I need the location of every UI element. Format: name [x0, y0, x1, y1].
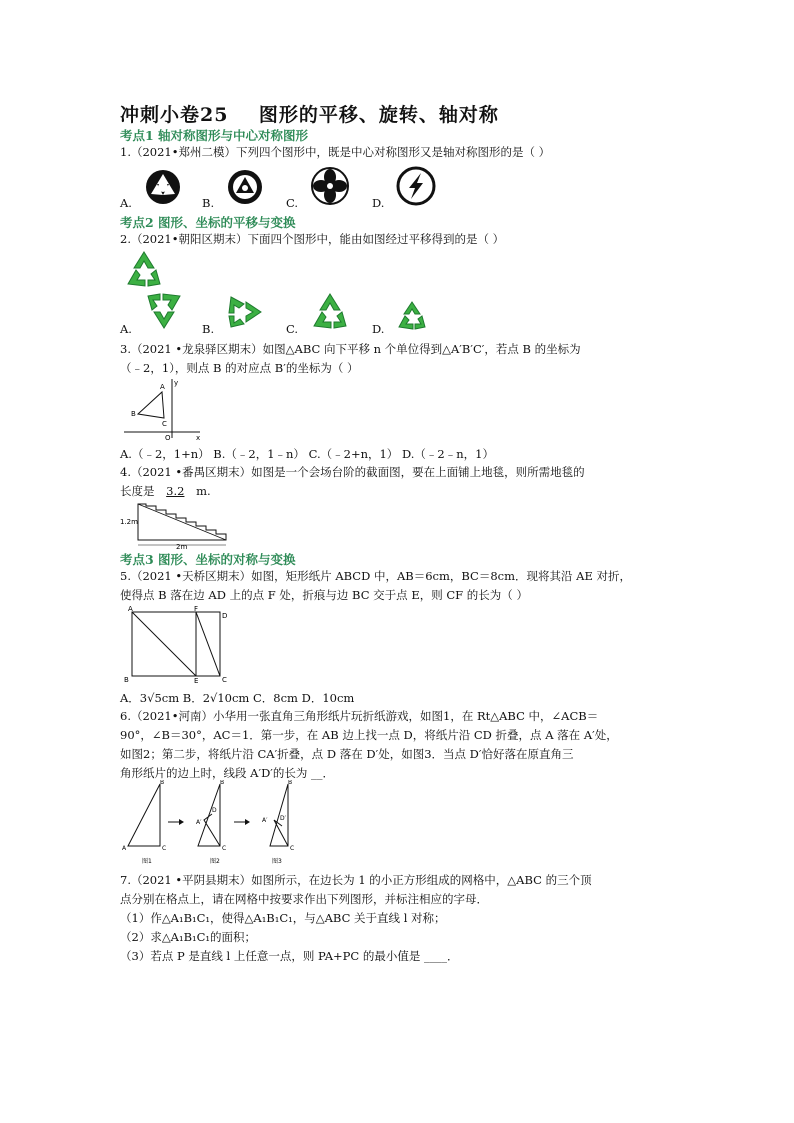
q6-fig1-label: 图1 — [142, 858, 152, 865]
q7-part2: （2）求△A₁B₁C₁的面积； — [120, 930, 257, 944]
q1-fig-b-icon — [226, 168, 264, 206]
svg-text:B: B — [288, 780, 293, 786]
q1-fig-c-icon — [310, 166, 350, 206]
q1-options — [120, 166, 440, 212]
q3-text-line1: 3.（2021 •龙泉驿区期末）如图△ABC 向下平移 n 个单位得到△A′B′C′，若点 B 的坐标为 — [120, 342, 581, 356]
q2-fig-d-recycle-icon — [396, 300, 428, 330]
svg-text:C: C — [290, 845, 295, 852]
q2-options — [120, 292, 440, 338]
svg-text:A′: A′ — [262, 817, 268, 824]
q3-b-label: B — [131, 410, 136, 418]
q3-options: A.（﹣2，1+n） B.（﹣2，1﹣n） C.（﹣2+n，1） D.（﹣2﹣n，1） — [120, 447, 494, 461]
q5-d-label: D — [222, 612, 228, 620]
q1-opt-c: C. — [286, 196, 299, 210]
q3-c-label: C — [162, 420, 167, 428]
q5-text-line2: 使得点 B 落在边 AD 上的点 F 处，折痕与边 BC 交于点 E，则 CF 的长为（ ） — [120, 588, 528, 602]
q6-fig2-label: 图2 — [210, 858, 220, 865]
q1-opt-b: B. — [202, 196, 215, 210]
q6-text-line4: 角形纸片的边上时，线段 A′D′的长为 __． — [120, 766, 335, 780]
q5-a-label: A — [128, 605, 133, 613]
q4-height-label: 1.2m — [120, 518, 138, 526]
q7-text-line2: 点分别在格点上，请在网格中按要求作出下列图形，并标注相应的字母． — [120, 892, 488, 906]
q4-text-line2 — [120, 481, 680, 501]
q4-line2-post: m. — [192, 484, 211, 498]
q4-line2-pre: 长度是 — [120, 484, 159, 498]
q2-opt-d: D. — [372, 322, 385, 336]
svg-text:C: C — [162, 845, 167, 852]
q2-fig-a-recycle-icon — [144, 292, 184, 330]
q3-text-line2: （﹣2，1），则点 B 的对应点 B′的坐标为（ ） — [120, 361, 359, 375]
q1-text: 1.（2021•郑州二模）下列四个图形中，既是中心对称图形又是轴对称图形的是（ ） — [120, 145, 551, 159]
q2-given-recycle-icon — [124, 250, 164, 288]
svg-text:A: A — [122, 845, 127, 852]
q7-part3: （3）若点 P 是直线 l 上任意一点，则 PA+PC 的最小值是 ____． — [120, 949, 459, 963]
q6-text-line1: 6.（2021•河南）小华用一张直角三角形纸片玩折纸游戏，如图1，在 Rt△ABC 中，∠ACB＝ — [120, 709, 599, 723]
q3-x-label: x — [196, 434, 201, 442]
q2-opt-a: A. — [120, 322, 132, 336]
svg-text:B: B — [220, 780, 225, 786]
q4-answer: 3.2 — [166, 484, 185, 498]
q6-folding-figures — [122, 780, 312, 866]
q3-coordinate-figure — [122, 376, 204, 442]
q5-e-label: E — [194, 677, 199, 684]
q5-rectangle-figure — [122, 604, 232, 684]
q1-opt-a: A. — [120, 196, 132, 210]
q7-text-line1: 7.（2021 •平阴县期末）如图所示，在边长为 1 的小正方形组成的网格中，△ABC 的三个顶 — [120, 873, 592, 887]
svg-text:C: C — [222, 845, 227, 852]
q3-a-label: A — [160, 383, 165, 391]
page-title: 冲刺小卷25 图形的平移、旋转、轴对称 — [120, 104, 499, 126]
q7-part1: （1）作△A₁B₁C₁，使得△A₁B₁C₁，与△ABC 关于直线 l 对称； — [120, 911, 446, 925]
q6-fig3-label: 图3 — [272, 858, 282, 865]
q5-f-label: F — [194, 605, 199, 613]
svg-text:D′: D′ — [280, 815, 286, 822]
q5-text-line1: 5.（2021 •天桥区期末）如图，矩形纸片 ABCD 中，AB＝6cm，BC＝8cm．现将其沿 AE 对折， — [120, 569, 632, 583]
svg-text:B: B — [160, 780, 165, 786]
q5-c-label: C — [222, 676, 227, 684]
q1-opt-d: D. — [372, 196, 385, 210]
svg-text:D: D — [212, 807, 217, 814]
section-heading-1: 考点1 轴对称图形与中心对称图形 — [120, 128, 309, 143]
svg-text:A′: A′ — [196, 819, 202, 826]
q2-opt-b: B. — [202, 322, 215, 336]
q5-b-label: B — [124, 676, 129, 684]
q3-origin-label: O — [165, 434, 171, 442]
q2-opt-c: C. — [286, 322, 299, 336]
section-heading-3: 考点3 图形、坐标的对称与变换 — [120, 552, 296, 567]
q4-stairs-figure — [120, 500, 232, 550]
q2-text: 2.（2021•朝阳区期末）下面四个图形中，能由如图经过平移得到的是（ ） — [120, 232, 505, 246]
q4-text-line1: 4.（2021 •番禺区期末）如图是一个会场台阶的截面图，要在上面铺上地毯，则所需地毯的 — [120, 465, 585, 479]
q2-fig-b-recycle-icon — [226, 294, 264, 330]
section-heading-2: 考点2 图形、坐标的平移与变换 — [120, 215, 296, 230]
q1-fig-d-icon — [396, 166, 436, 206]
q4-width-label: 2m — [176, 543, 188, 550]
q5-options: A．3√5cm B．2√10cm C．8cm D．10cm — [120, 691, 355, 705]
q2-fig-c-recycle-icon — [310, 292, 350, 330]
q1-fig-a-icon — [144, 168, 182, 206]
q6-text-line2: 90°，∠B＝30°，AC＝1．第一步，在 AB 边上找一点 D，将纸片沿 CD 折叠，点 A 落在 A′处， — [120, 728, 618, 742]
q6-text-line3: 如图2；第二步，将纸片沿 CA′折叠，点 D 落在 D′处，如图3．当点 D′恰好落在原直角三 — [120, 747, 574, 761]
q3-y-label: y — [174, 379, 179, 387]
